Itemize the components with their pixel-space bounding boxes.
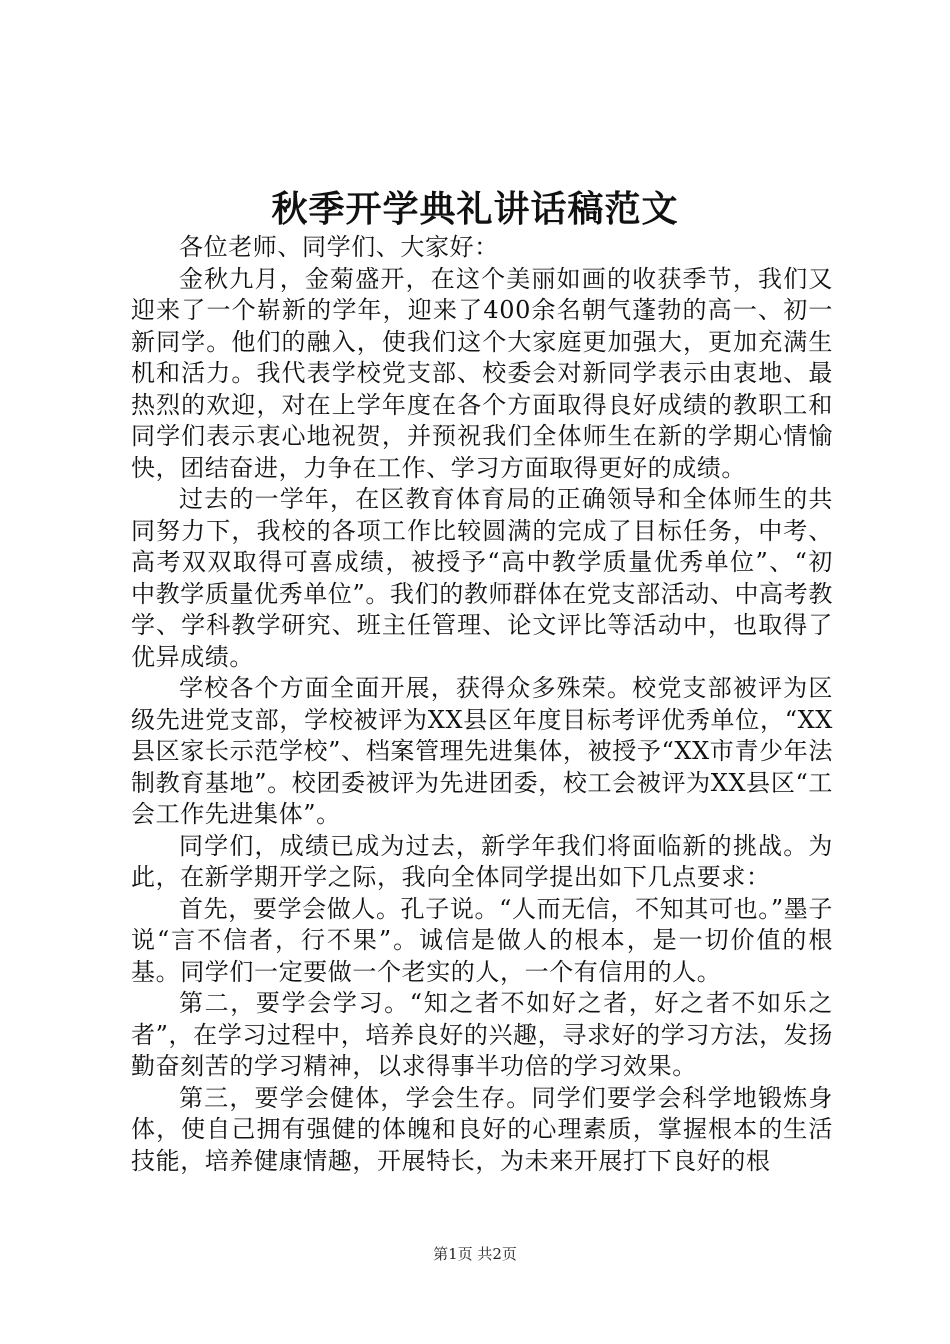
paragraph-first-requirement: 首先，要学会做人。孔子说。“人而无信，不知其可也。”墨子说“言不信者，行不果”。诚信是做人的根本，是一切价值的根基。同学们一定要做一个老实的人，一个有信用的人。 — [131, 894, 833, 986]
paragraph-welcome: 金秋九月，金菊盛开，在这个美丽如画的收获季节，我们又迎来了一个崭新的学年，迎来了400余名朝气蓬勃的高一、初一新同学。他们的融入，使我们这个大家庭更加强大，更加充满生机和活力。我代表学校党支部、校委会对新同学表示由衷地、最热烈的欢迎，对在上学年度在各个方面取得良好成绩的教职工和同学们表示衷心地祝贺，并预祝我们全体师生在新的学期心情愉快，团结奋进，力争在工作、学习方面取得更好的成绩。 — [131, 264, 833, 482]
document-body — [131, 232, 833, 1177]
page-number-footer: 第1页 共2页 — [433, 1245, 517, 1263]
paragraph-greeting: 各位老师、同学们、大家好： — [179, 233, 499, 261]
paragraph-second-requirement: 第二，要学会学习。“知之者不如好之者，好之者不如乐之者”，在学习过程中，培养良好的兴趣，寻求好的学习方法，发扬勤奋刻苦的学习精神，以求得事半功倍的学习效果。 — [131, 989, 833, 1080]
document-title: 秋季开学典礼讲话稿范文 — [271, 188, 679, 230]
paragraph-past-year: 过去的一学年，在区教育体育局的正确领导和全体师生的共同努力下，我校的各项工作比较圆满的完成了目标任务，中考、高考双双取得可喜成绩，被授予“高中教学质量优秀单位”、“初中教学质量优秀单位”。我们的教师群体在党支部活动、中高考教学、学科教学研究、班主任管理、论文评比等活动中，也取得了优异成绩。 — [131, 485, 833, 671]
paragraph-honors: 学校各个方面全面开展，获得众多殊荣。校党支部被评为区级先进党支部，学校被评为XX县区年度目标考评优秀单位，“XX县区家长示范学校”、档案管理先进集体，被授予“XX市青少年法制教育基地”。校团委被评为先进团委，校工会被评为XX县区“工会工作先进集体”。 — [131, 674, 833, 828]
paragraph-challenges: 同学们，成绩已成为过去，新学年我们将面临新的挑战。为此，在新学期开学之际，我向全体同学提出如下几点要求： — [131, 831, 833, 891]
paragraph-third-requirement: 第三，要学会健体，学会生存。同学们要学会科学地锻炼身体，使自己拥有强健的体魄和良好的心理素质，掌握根本的生活技能，培养健康情趣，开展特长，为未来开展打下良好的根 — [131, 1083, 833, 1175]
